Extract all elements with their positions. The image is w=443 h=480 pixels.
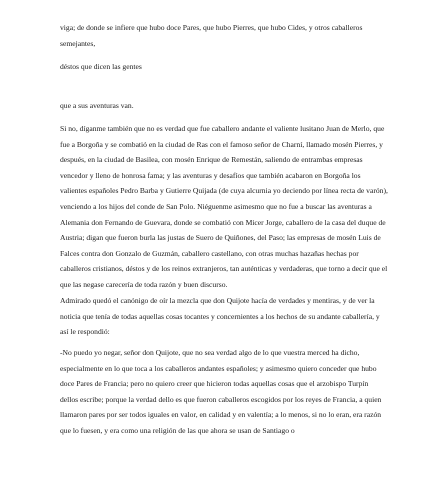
paragraph-verse-line: que a sus aventuras van. — [60, 101, 134, 110]
paragraph-verse-line: déstos que dicen las gentes — [60, 62, 142, 71]
paragraph-knights-list: Si no, díganme también que no es verdad que fue caballero andante el valiente lusitano Juan de Merlo, que fue a Borgoña y se combatió en la ciudad de Ras con el famoso señor de Charní, llamado mosén Pierres, y después, en la ciudad de Basilea, con mosén Enrique de Remestán, saliendo de entrambas empresas vencedor y lleno de honrosa fama; y las aventuras y desafíos que también acabaron en Borgoña los valientes españoles Pedro Barba y Gutierre Quijada (de cuya alcurnia yo deciendo por línea recta de varón), venciendo a los hijos del conde de San Polo. Niéguenme asimesmo que no fue a buscar las aventuras a Alemania don Fernando de Guevara, donde se combatió con Micer Jorge, caballero de la casa del duque de Austria; digan que fueron burla las justas de Suero de Quiñones, del Paso; las empresas de mosén Luis de Falces contra don Gonzalo de Guzmán, caballero castellano, con otras muchas hazañas hechas por caballeros cristianos, déstos y de los reinos extranjeros, tan auténticas y verdaderas, que torno a decir que el que las negase carecería de toda razón y buen discurso. — [60, 124, 388, 289]
paragraph-verse-intro: viga; de donde se infiere que hubo doce Pares, que hubo Pierres, que hubo Cides, y otros caballeros semejantes, — [60, 23, 363, 48]
paragraph-canon-reply: -No puedo yo negar, señor don Quijote, que no sea verdad algo de lo que vuestra merced ha dicho, especialmente en lo que toca a los caballeros andantes españoles; y asimesmo quiero conceder que hubo doce Pares de Francia; pero no quiero creer que hicieron todas aquellas cosas que el arzobispo Turpín dellos escribe; porque la verdad dello es que fueron caballeros escogidos por los reyes de Francia, a quien llamaron pares por ser todos iguales en valor, en calidad y en valentía; a lo menos, si no lo eran, era razón que lo fuesen, y era como una religión de las que ahora se usan de Santiago o — [60, 348, 382, 435]
paragraph-canon-reaction: Admirado quedó el canónigo de oír la mezcla que don Quijote hacía de verdades y mentiras, y de ver la noticia que tenía de todas aquellas cosas tocantes y concernientes a los hechos de su andante caballería, y así le respondió: — [60, 296, 380, 337]
